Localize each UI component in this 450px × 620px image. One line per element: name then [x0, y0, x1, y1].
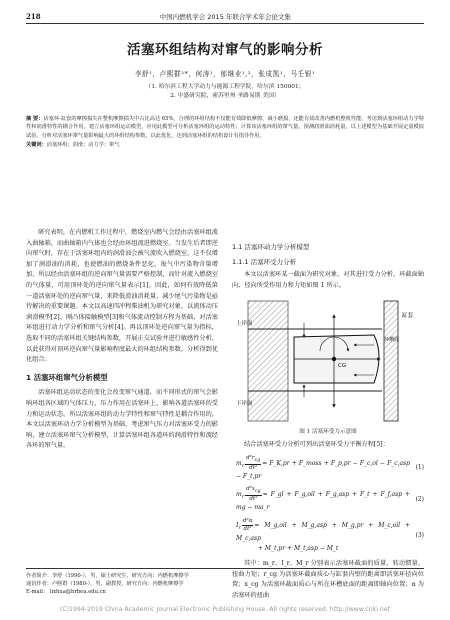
equation-intro: 结合活塞环受力分析可列出活塞环受力平衡方程[5]：	[244, 440, 389, 448]
intro-paragraph: 研究表明，在内燃机工作过程中，燃烧室内燃气会经由活塞环组流入曲轴箱，而曲轴箱内气体也会经由环组流进燃烧室。当发生后者即逆向窜气时，存在于活塞环组内的润滑油会被气流吹入燃烧室，这不仅增加了润滑油的消耗，也使燃油的燃烧条件恶化，废气中污染物含量增加。所以经由活塞环组的逆向窜气量需要严格控制，而针对流入燃烧室的气体量，可用顶环处的逆向窜气量表示[1]。因此，如何有效降低第一道活塞环处的逆向窜气量，来降低滑油消耗量、减少尾气污染物是亟待解决的重要课题。本文以高速四冲程柴油机为研究对象，以流体动压润滑模型[2]、刚凸体接触模型[3]和气体流动控制方程为基础，对活塞环组进行动力学分析和窜气分析[4]。再以顶环处逆向窜气量为指标，选取不同的活塞环组关键结构参数，开展正交试验并进行敏感性分析，以此获得对顶环逆向窜气量影响程度最大的环组结构参数，分析得到优化组合。	[26, 229, 218, 364]
equation-2: $m_r$ $\frac{d^2x_{cg}}{\text{dt²}}$ = F_gl + F_g,oil + F_g,asp + F_t + F_f,asp + mg − ma_r (2)	[236, 486, 424, 512]
journal-name: 中国内燃机学会 2015 年联合学术年会论文集	[159, 13, 291, 21]
section-1-paragraph: 活塞环组运动状态的变化会改变窜气通道，而不同形式的窜气会影响环组各区域的气体压力，压力作用在活塞环上，影响各道活塞环的受力和运动状态。所以活塞环组的动力学特性和窜气特性是耦合作用的，本文以活塞环动力学分析模型为基础，考虑窜气压力对活塞环受力的影响，建立活塞环窜气分析模型，计算活塞环组各道环的润滑特性和流经各环的窜气量。	[26, 389, 218, 450]
page-footer	[26, 568, 424, 597]
eq1-rhs: = F_K,pr + F_moss + F_p,pr − F_c,ol − F_c,asp − F_t,pr	[236, 459, 410, 480]
author-info: 作者简介：李舒（1990-），男，硕士研究生，研究方向：内燃机摩擦学	[26, 573, 189, 579]
affiliations	[26, 83, 424, 101]
piston-ring-force-figure	[234, 295, 424, 425]
running-header	[26, 10, 424, 24]
corresponding-author: 通讯作者：卢熙群（1980-），男，副教授，研究方向：内燃机摩擦学	[26, 581, 184, 588]
label-groove: 环槽面	[384, 337, 400, 344]
equation-3: $I_r$ $\frac{\text{d²α}}{\text{dt²}}$ = M_g,oil + M_g,asp + M_g,pr + M_c,oil + M_c,asp + M_t,pr + M_t,asp − M_t (3)	[236, 517, 424, 553]
label-top-land: 上岸面	[236, 321, 253, 328]
page-number: 218	[26, 12, 41, 21]
liner-wall	[384, 301, 398, 421]
subsection-heading-1-1-1: 1.1.1 活塞环受力分析	[232, 257, 297, 266]
paper-title: 活塞环组结构对窜气的影响分析	[127, 42, 323, 58]
keywords-text: 活塞环组；润滑；动力学；窜气	[46, 142, 120, 149]
force-analysis-paragraph: 本文以活塞环某一截面为研究对象，对其进行受力分析，环截面轴向、径向所受作用力和力矩如图 1 所示。	[232, 271, 424, 289]
copyright-watermark: (C)1994-2019 China Academic Journal Electronic Publishing House. All rights reserved. http://www.cnki.net	[59, 606, 391, 613]
left-column	[26, 228, 218, 601]
eq2-number: (2)	[415, 495, 424, 503]
piston-body	[248, 301, 288, 421]
email-line: E-mail： lixhua@hrbeu.edu.cn	[26, 589, 106, 596]
eq1-number: (1)	[415, 464, 424, 472]
abstract-label: 摘 要：	[26, 116, 44, 122]
label-cg: CG	[338, 363, 347, 370]
right-column	[232, 228, 424, 601]
eq3-rhs-2: + M_t,pr + M_t,asp − M_t	[258, 545, 339, 553]
where-paragraph: 其中：m_r、I_r、M_r 分别表示活塞环截面的质量、转动惯量、扭曲力矩；r_cg 为活塞环截面质心与缸套内壁的距离即活塞环径向位置；x_cg 为活塞环截面质心与所在环槽底面的距离即轴向位置；α 为活塞环的扭曲	[232, 559, 424, 599]
eq2-rhs: = F_gl + F_g,oil + F_g,asp + F_t + F_f,asp + mg − ma_r	[236, 491, 410, 512]
label-liner: 缸套	[402, 313, 414, 320]
keywords-label: 关键词：	[26, 142, 47, 149]
label-lower-land: 下岸面	[236, 401, 253, 408]
abstract-text: 活塞环-缸套的摩擦损失在整机摩擦损失中占比高达 65%，合理的环组结构不仅能有效降低摩擦、减小磨损，还能有效改善内燃机整机性能。考虑到活塞环组动力学特性和润滑特性的耦合作用，建立活塞环组运动模型，应用此模型可分析活塞环组的运动特性；计算该活塞环组的窜气量，预测润滑油消耗量。以上述模型为基础开展定量模拟试验，分析对活塞环窜气量影响最大的环组结构参数，以此优化，达到活塞环组的结构设计有指导作用。	[26, 116, 425, 139]
figure-caption: 图 1 活塞环受力示意图	[299, 429, 357, 436]
force-diagram-svg	[234, 295, 424, 425]
abstract	[26, 115, 424, 140]
affiliation-2: 2. 中盛研究院，密苏里州 圣路易斯 美国）	[170, 93, 280, 99]
keywords	[26, 141, 424, 149]
eq3-number: (3)	[415, 532, 424, 540]
section-heading-1: 1 活塞环组窜气分析模型	[26, 372, 108, 382]
eq3-rhs-1: = M_g,oil + M_g,asp + M_g,pr + M_c,oil + M_c,asp	[236, 521, 410, 542]
equation-1: $m_r$ $\frac{d^2r_{cg}}{\text{dt²}}$ = F_K,pr + F_moss + F_p,pr − F_c,ol − F_c,asp − F_t,pr (1)	[236, 454, 424, 480]
affiliation-1: （1. 哈尔滨工程大学动力与能源工程学院，哈尔滨 150001；	[145, 84, 305, 90]
body-columns	[26, 228, 424, 601]
subsection-heading-1-1: 1.1 活塞环动力学分析模型	[232, 243, 310, 251]
author-list: 李舒¹，卢熙群²*，何涛¹，郁继业¹,²，张成凯¹，马壬银¹	[134, 70, 316, 78]
